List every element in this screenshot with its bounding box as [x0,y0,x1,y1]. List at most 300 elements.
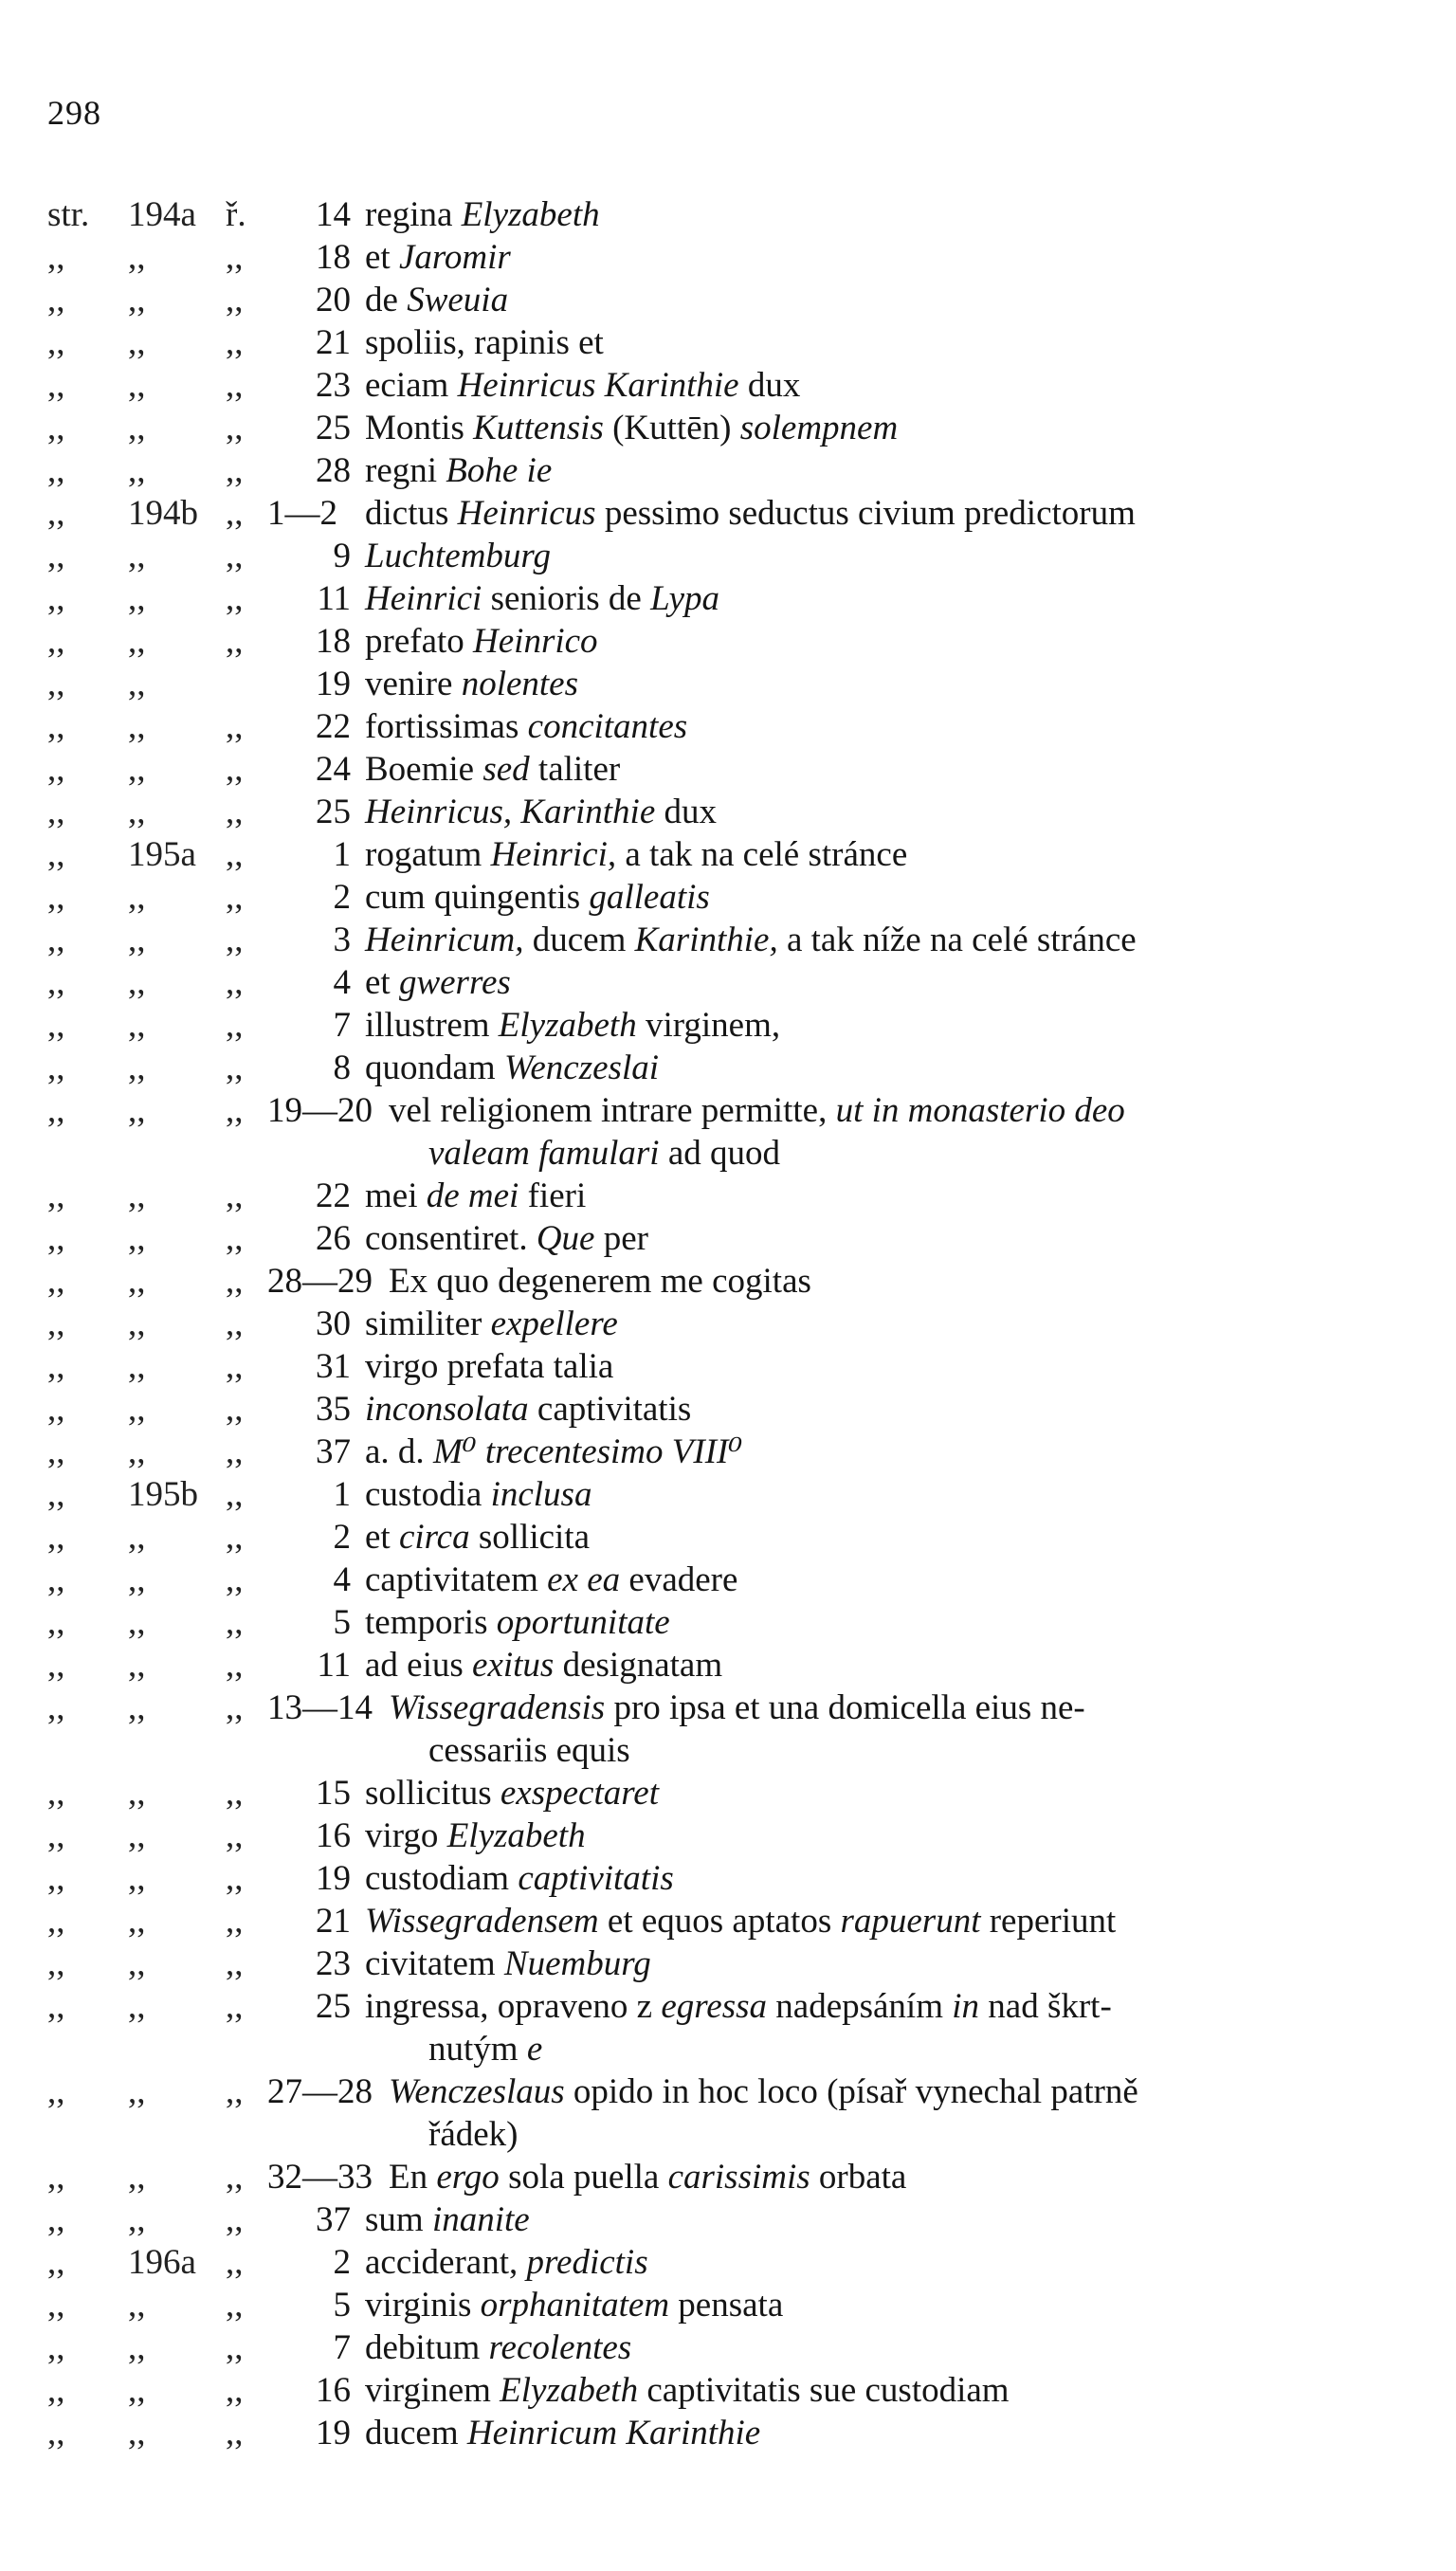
text-italic: Heinricum, [365,921,524,959]
line-number: 25 [316,1987,351,2026]
line-abbrev: ,, [226,281,244,319]
text-italic: ut in monasterio deo [835,1091,1125,1130]
line-number: 20 [316,281,351,319]
text-plain: Ex quo degenerem me cogitas [389,1262,811,1301]
line-abbrev: ,, [226,2158,244,2197]
errata-entry [0,1473,1456,1516]
line-number: 4 [333,963,351,1002]
errata-entry [0,620,1456,663]
text-italic: exitus [472,1646,555,1685]
folio-ref: ,, [128,665,146,703]
entry-text [365,1473,592,1516]
entry-text [365,748,620,791]
line-abbrev: ,, [226,1774,244,1813]
entry-text [365,791,717,833]
text-plain: et equos aptatos [598,1902,841,1941]
errata-entry [0,1644,1456,1687]
text-plain: vel religionem intrare permitte, [389,1091,836,1130]
text-italic: ex ea [547,1560,621,1599]
entry-text [365,2412,760,2454]
text-italic: Wenczeslai [503,1048,660,1087]
folio-ref: ,, [128,1390,146,1429]
line-number: 2 [333,878,351,917]
text-plain: prefato [365,622,474,661]
line-number: 11 [317,1646,351,1685]
entry-text [389,1687,1085,1729]
ref-prefix: ,, [47,963,65,1002]
text-italic: solempnem [739,409,899,447]
folio-ref: ,, [128,537,146,575]
line-number: 8 [333,1048,351,1087]
entry-text [365,1217,648,1260]
errata-entry [0,321,1456,364]
ref-prefix: ,, [47,878,65,917]
ref-prefix: ,, [47,2072,65,2111]
text-italic: captivitatis [518,1859,674,1898]
errata-entry [0,1217,1456,1260]
text-italic: Heinricum Karinthie [466,2414,761,2452]
line-abbrev: ,, [226,1518,244,1557]
text-plain: venire [365,665,462,703]
folio-ref: ,, [128,1944,146,1983]
entry-text [365,1772,659,1814]
text-italic: oportunitate [496,1603,670,1642]
ref-prefix: ,, [47,2371,65,2410]
text-plain: acciderant, [365,2243,527,2282]
line-abbrev: ,, [226,1262,244,1301]
text-italic: Elyzabeth [446,1816,586,1855]
ref-prefix: ,, [47,835,65,874]
folio-ref: ,, [128,1987,146,2026]
ref-prefix: ,, [47,1603,65,1642]
line-abbrev: ,, [226,494,244,533]
page-number: 298 [47,94,101,132]
ref-prefix: ,, [47,1646,65,1685]
line-number: 13—14 [267,1688,373,1727]
entry-text [365,833,907,876]
folio-ref: 194b [128,494,198,533]
text-italic: Heinrico [473,622,598,661]
text-italic: Bohe ie [446,451,553,490]
line-number: 21 [316,1902,351,1941]
entry-text [365,535,551,577]
text-plain: dux [738,366,801,405]
entry-text [365,236,511,279]
errata-entry [0,833,1456,876]
errata-entry [0,2369,1456,2412]
entry-text [389,1089,1125,1132]
line-number: 16 [316,2371,351,2410]
line-number: 16 [316,1816,351,1855]
folio-ref: ,, [128,2072,146,2111]
entry-text [365,1303,618,1345]
text-italic: recolentes [488,2328,632,2367]
text-plain: sollicitus [365,1774,500,1813]
text-plain: similiter [365,1304,491,1343]
errata-entry-continuation [0,1132,1456,1175]
errata-entry [0,1516,1456,1559]
folio-ref: ,, [128,2200,146,2239]
line-abbrev: ,, [226,2072,244,2111]
entry-text [365,1601,670,1644]
ref-prefix: ,, [47,793,65,831]
text-plain: cessariis equis [428,1731,630,1770]
ref-prefix: ,, [47,238,65,277]
ref-prefix: ,, [47,1091,65,1130]
ref-prefix: ,, [47,2200,65,2239]
errata-entry [0,492,1456,535]
folio-ref: ,, [128,409,146,447]
text-plain: a tak níže na celé stránce [777,921,1137,959]
line-number: 5 [333,1603,351,1642]
text-italic: orphanitatem [480,2286,670,2325]
folio-ref: ,, [128,281,146,319]
errata-entry [0,876,1456,919]
text-italic: e [526,2030,543,2069]
text-plain: Montis [365,409,474,447]
text-italic: ergo [436,2158,500,2197]
folio-ref: ,, [128,1048,146,1087]
line-abbrev: ,, [226,1944,244,1983]
ref-prefix: ,, [47,451,65,490]
entry-text [365,1388,691,1431]
ref-prefix: ,, [47,2158,65,2197]
ref-prefix: ,, [47,921,65,959]
text-plain: En [389,2158,437,2197]
text-plain: taliter [529,750,621,789]
entry-text [365,2369,1010,2412]
errata-entry [0,2070,1456,2113]
ref-prefix: ,, [47,1859,65,1898]
line-number: 28—29 [267,1262,373,1301]
text-italic: in [952,1987,980,2026]
text-plain: virgo prefata talia [365,1347,614,1386]
text-plain: et [365,963,399,1002]
text-italic: Elyzabeth [500,2371,639,2410]
text-italic: M⁰ trecentesimo VIII⁰ [432,1432,743,1471]
ref-prefix: ,, [47,409,65,447]
text-italic: Heinricus, Karinthie [365,793,656,831]
line-abbrev: ,, [226,537,244,575]
ref-prefix: ,, [47,1390,65,1429]
entry-text [365,1644,722,1687]
text-plain: orbata [810,2158,907,2197]
errata-entry [0,236,1456,279]
folio-ref: ,, [128,750,146,789]
line-number: 3 [333,921,351,959]
line-abbrev: ,, [226,409,244,447]
text-italic: galleatis [589,878,710,917]
text-italic: Wissegradensem [365,1902,599,1941]
line-abbrev: ,, [226,1304,244,1343]
text-plain: fortissimas [365,707,528,746]
errata-entry [0,1303,1456,1345]
entry-text [365,1900,1116,1942]
text-plain: custodia [365,1475,491,1514]
text-italic: Elyzabeth [461,195,600,234]
errata-entry [0,279,1456,321]
text-plain: eciam [365,366,458,405]
errata-entry [0,1857,1456,1900]
errata-entry [0,1089,1456,1132]
text-plain: (Kuttēn) [603,409,740,447]
ref-prefix: ,, [47,2243,65,2282]
line-abbrev: ,, [226,707,244,746]
line-number: 25 [316,409,351,447]
text-plain: pensata [669,2286,784,2325]
line-number: 7 [333,2328,351,2367]
line-abbrev: ,, [226,622,244,661]
line-abbrev: ,, [226,1091,244,1130]
ref-prefix: ,, [47,1304,65,1343]
line-number: 37 [316,1432,351,1471]
text-italic: exspectaret [500,1774,659,1813]
line-abbrev: ,, [226,451,244,490]
text-plain: mei [365,1176,427,1215]
line-number: 25 [316,793,351,831]
ref-prefix: ,, [47,1048,65,1087]
line-abbrev: ,, [226,366,244,405]
errata-entry [0,2284,1456,2326]
entry-text [365,321,604,364]
folio-ref: ,, [128,1859,146,1898]
text-plain: custodiam [365,1859,519,1898]
entry-text [365,407,898,449]
text-plain: nutým [428,2030,527,2069]
line-number: 21 [316,323,351,362]
text-plain: ad quod [659,1134,780,1173]
text-plain: cum quingentis [365,878,590,917]
text-plain: quondam [365,1048,504,1087]
text-italic: predictis [526,2243,648,2282]
text-plain: virgo [365,1816,447,1855]
line-number: 23 [316,1944,351,1983]
text-plain: civitatem [365,1944,504,1983]
line-number: 18 [316,622,351,661]
text-italic: inanite [431,2200,530,2239]
line-number: 19 [316,665,351,703]
text-plain: sum [365,2200,432,2239]
line-number: 2 [333,1518,351,1557]
ref-prefix: ,, [47,494,65,533]
line-number: 22 [316,707,351,746]
entry-text [365,1175,586,1217]
text-italic: Wissegradensis [389,1688,606,1727]
text-plain: Boemie [365,750,483,789]
errata-entry [0,1260,1456,1303]
folio-ref: 195a [128,835,196,874]
line-abbrev: ,, [226,1006,244,1045]
errata-list [0,193,1456,2454]
line-abbrev: ,, [226,1688,244,1727]
errata-entry [0,1814,1456,1857]
text-plain: fieri [519,1176,587,1215]
folio-ref: ,, [128,1091,146,1130]
folio-ref: ,, [128,1603,146,1642]
line-abbrev: ,, [226,921,244,959]
folio-ref: ,, [128,2286,146,2325]
errata-entry-continuation [0,2028,1456,2070]
text-italic: Lypa [650,579,719,618]
folio-ref: ,, [128,707,146,746]
line-abbrev: ,, [226,323,244,362]
line-number: 26 [316,1219,351,1258]
ref-prefix: ,, [47,579,65,618]
text-plain: captivitatis sue custodiam [638,2371,1010,2410]
folio-ref: ,, [128,366,146,405]
line-number: 35 [316,1390,351,1429]
folio-ref: ,, [128,2158,146,2197]
errata-entry [0,663,1456,705]
ref-prefix: ,, [47,1774,65,1813]
errata-entry [0,1559,1456,1601]
text-plain: nad škrt- [979,1987,1112,2026]
line-number: 24 [316,750,351,789]
folio-ref: ,, [128,2328,146,2367]
text-plain: senioris de [482,579,651,618]
text-italic: valeam famulari [428,1134,660,1173]
text-italic: sed [482,750,530,789]
line-number: 19 [316,1859,351,1898]
ref-prefix: ,, [47,750,65,789]
line-number: 32—33 [267,2158,373,2197]
errata-entry [0,705,1456,748]
text-plain: reperiunt [980,1902,1117,1941]
entry-text [365,919,1137,961]
text-plain: a. d. [365,1432,433,1471]
entry-text [365,1004,780,1047]
line-abbrev: ,, [226,963,244,1002]
text-plain: spoliis, rapinis et [365,323,604,362]
text-italic: Jaromir [398,238,511,277]
line-number: 23 [316,366,351,405]
entry-text [365,2198,530,2241]
text-plain: opido in hoc loco (písař vynechal patrně [564,2072,1138,2111]
line-number: 27—28 [267,2072,373,2111]
folio-ref: ,, [128,1688,146,1727]
line-abbrev: ,, [226,238,244,277]
text-plain: a tak na celé stránce [616,835,908,874]
errata-entry [0,2198,1456,2241]
entry-text [365,1047,659,1089]
folio-ref: ,, [128,921,146,959]
errata-entry [0,1175,1456,1217]
entry-text [365,492,1136,535]
text-italic: Elyzabeth [498,1006,637,1045]
line-abbrev: ,, [226,1560,244,1599]
text-italic: Heinrici [365,579,482,618]
text-plain: captivitatis [528,1390,692,1429]
folio-ref: ,, [128,1816,146,1855]
folio-ref: ,, [128,1902,146,1941]
text-plain: ad eius [365,1646,473,1685]
errata-entry [0,748,1456,791]
entry-text [365,1942,651,1985]
line-number: 9 [333,537,351,575]
text-plain: per [594,1219,648,1258]
text-italic: inclusa [490,1475,592,1514]
entry-text [365,449,552,492]
text-plain: dux [655,793,718,831]
errata-entry [0,919,1456,961]
text-plain: regina [365,195,462,234]
entry-text [389,1260,811,1303]
text-italic: de mei [426,1176,519,1215]
ref-prefix: ,, [47,2328,65,2367]
ref-prefix: ,, [47,1816,65,1855]
line-number: 5 [333,2286,351,2325]
text-plain: ingressa, opraveno z [365,1987,662,2026]
line-number: 15 [316,1774,351,1813]
text-italic: Que [536,1219,595,1258]
folio-ref: ,, [128,1518,146,1557]
text-italic: concitantes [527,707,688,746]
folio-ref: ,, [128,1176,146,1215]
ref-prefix: ,, [47,707,65,746]
line-number: 1 [333,1475,351,1514]
ref-prefix: ,, [47,1518,65,1557]
text-italic: Wenczeslaus [389,2072,565,2111]
entry-text [389,2070,1138,2113]
text-plain: sola puella [499,2158,668,2197]
text-italic: carissimis [667,2158,810,2197]
folio-ref: ,, [128,1774,146,1813]
errata-entry [0,1985,1456,2028]
text-italic: Luchtemburg [365,537,551,575]
folio-ref: ,, [128,1646,146,1685]
text-plain: ducem [365,2414,467,2452]
ref-prefix: ,, [47,622,65,661]
entry-text [365,2241,648,2284]
errata-entry [0,535,1456,577]
errata-entry [0,1942,1456,1985]
folio-ref: ,, [128,1347,146,1386]
folio-ref: ,, [128,878,146,917]
ref-prefix: ,, [47,1688,65,1727]
line-abbrev: ,, [226,835,244,874]
errata-entry [0,577,1456,620]
line-abbrev: ,, [226,878,244,917]
text-italic: egressa [661,1987,768,2026]
folio-ref: ,, [128,1006,146,1045]
ref-prefix: ,, [47,1347,65,1386]
line-number: 22 [316,1176,351,1215]
entry-text [365,1516,590,1559]
folio-ref: 196a [128,2243,196,2282]
line-number: 1—2 [267,494,337,533]
folio-ref: ,, [128,1304,146,1343]
ref-prefix: ,, [47,1560,65,1599]
errata-entry-continuation [0,2113,1456,2156]
folio-ref: ,, [128,1219,146,1258]
line-abbrev: ,, [226,2328,244,2367]
text-italic: expellere [490,1304,618,1343]
line-abbrev: ,, [226,1048,244,1087]
text-italic: circa [398,1518,470,1557]
ref-prefix: ,, [47,1902,65,1941]
ref-prefix: ,, [47,1944,65,1983]
entry-text [365,2326,631,2369]
line-number: 14 [316,195,351,234]
entry-text [365,620,598,663]
text-italic: Heinricus Karinthie [457,366,739,405]
line-abbrev: ,, [226,1987,244,2026]
folio-ref: ,, [128,963,146,1002]
errata-entry [0,791,1456,833]
line-abbrev: ,, [226,793,244,831]
line-abbrev: ,, [226,1432,244,1471]
text-plain: virginem, [636,1006,781,1045]
